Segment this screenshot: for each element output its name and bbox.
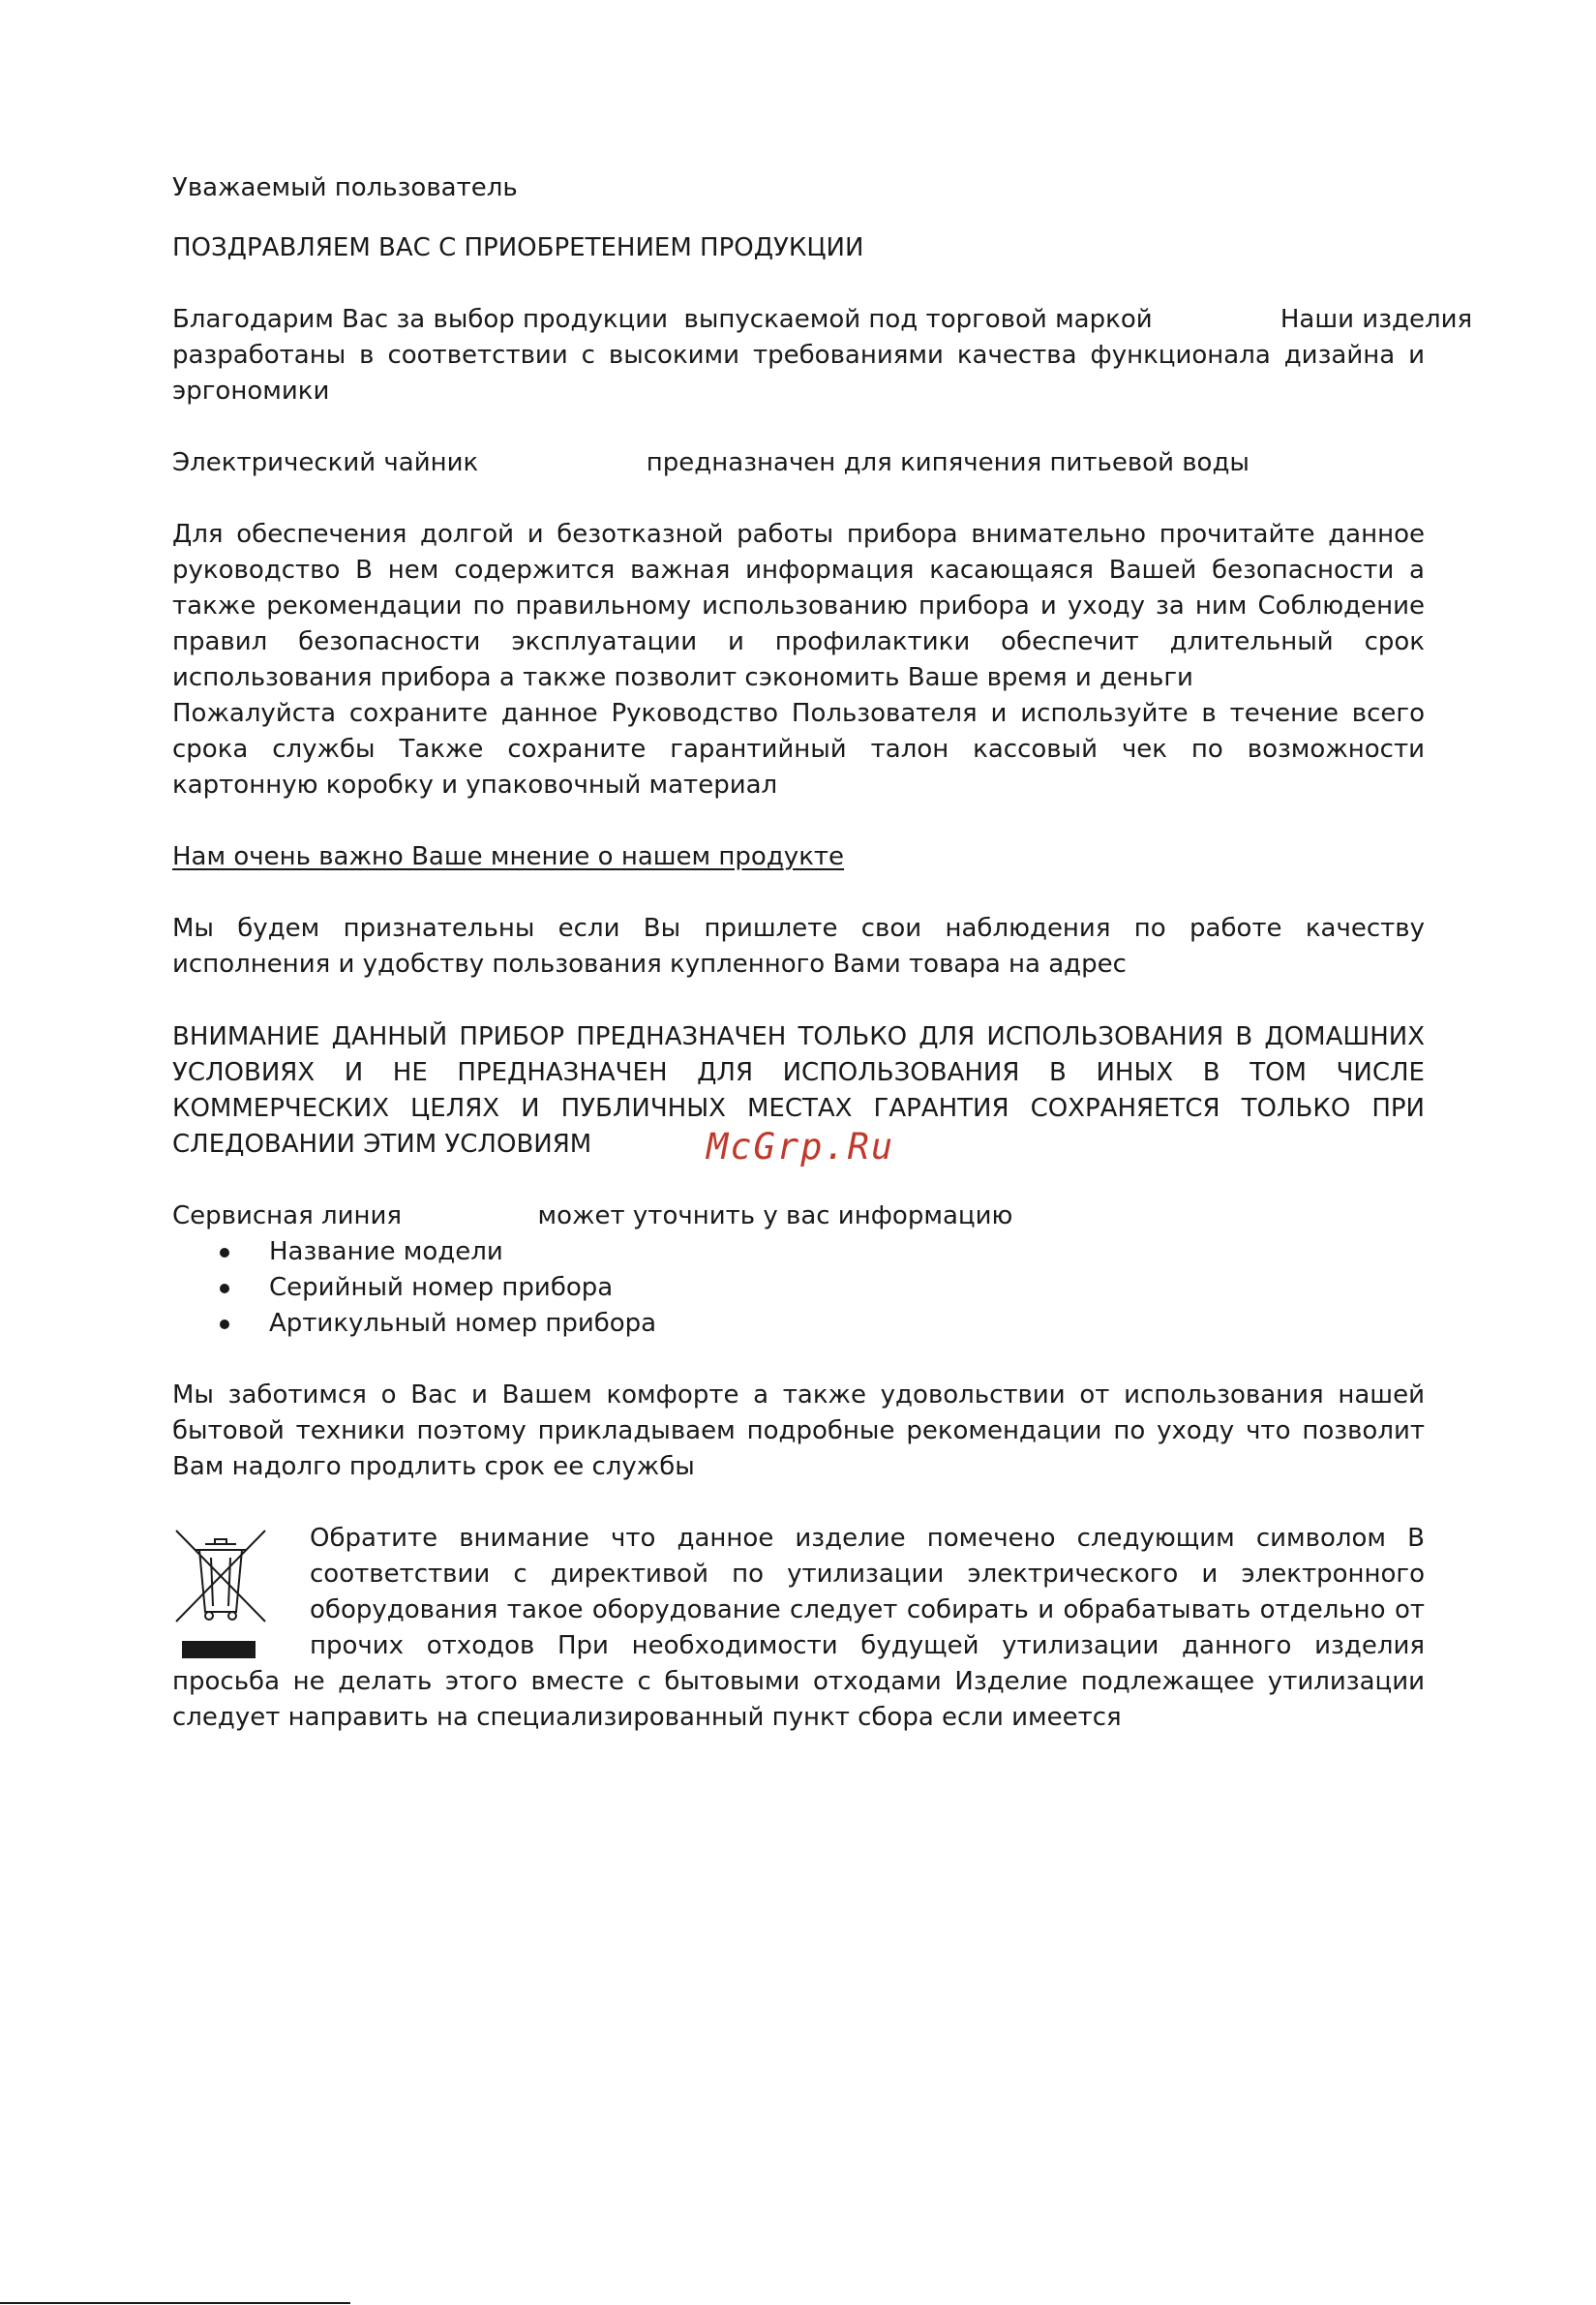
intro-line1: Благодарим Вас за выбор продукции выпускаемой под торговой маркой Наши изделия [172,305,1473,334]
service-line: Сервисная линия может уточнить у вас информацию [172,1201,1013,1230]
kettle-purpose: Электрический чайник предназначен для кипячения питьевой воды [172,448,1250,477]
weee-section [172,1521,1425,1736]
document-body [172,170,1473,1736]
watermark-text: McGrp.Ru [707,1126,895,1168]
weee-paragraph: Обратите внимание что данное изделие помечено следующим символом В соответствии с директивой по утилизации электрического и электронного оборудования такое оборудование следует собирать и обрабатывать отдельно от прочих отходов При необходимости будущей утилизации данного изделия просьба не делать этого вместе с бытовыми отходами Изделие подлежащее утилизации следует направить на специализированный пункт сбора если имеется [172,1524,1425,1732]
greeting: Уважаемый пользователь [172,173,518,202]
intro-rest: разработаны в соответствии с высокими требованиями качества функционала дизайна и эргономики [172,341,1425,406]
feedback-paragraph: Мы будем признательны если Вы пришлете свои наблюдения по работе качеству исполнения и удобству пользования купленного Вами товара на адрес [172,914,1425,979]
congrats-heading: ПОЗДРАВЛЯЕМ ВАС С ПРИОБРЕТЕНИЕМ ПРОДУКЦИИ [172,233,864,262]
keep-manual-paragraph: Пожалуйста сохраните данное Руководство Пользователя и используйте в течение всего срока службы Также сохраните гарантийный талон кассовый чек по возможности картонную коробку и упаковочный материал [172,699,1425,800]
list-item: Артикульный номер прибора [172,1306,1425,1342]
opinion-heading: Нам очень важно Ваше мнение о нашем продукте [172,842,845,871]
service-info-list [172,1234,1425,1342]
list-item: Название модели [172,1234,1425,1270]
instructions-paragraph: Для обеспечения долгой и безотказной работы прибора внимательно прочитайте данное руководство В нем содержится важная информация касающаяся Вашей безопасности а также рекомендации по правильному использованию прибора и уходу за ним Соблюдение правил безопасности эксплуатации и профилактики обеспечит длительный срок использования прибора а также позволит сэкономить Ваше время и деньги [172,520,1425,692]
list-item: Серийный номер прибора [172,1270,1425,1306]
care-paragraph: Мы заботимся о Вас и Вашем комфорте а также удовольствии от использования нашей бытовой техники поэтому прикладываем подробные рекомендации по уходу что позволит Вам надолго продлить срок ее службы [172,1380,1425,1481]
warning-paragraph: ВНИМАНИЕ ДАННЫЙ ПРИБОР ПРЕДНАЗНАЧЕН ТОЛЬКО ДЛЯ ИСПОЛЬЗОВАНИЯ В ДОМАШНИХ УСЛОВИЯХ И НЕ ПРЕДНАЗНАЧЕН ДЛЯ ИСПОЛЬЗОВАНИЯ В ИНЫХ В ТОМ ЧИСЛЕ КОММЕРЧЕСКИХ ЦЕЛЯХ И ПУБЛИЧНЫХ МЕСТАХ ГАРАНТИЯ СОХРАНЯЕТСЯ ТОЛЬКО ПРИ СЛЕДОВАНИИ ЭТИМ УСЛОВИЯМ [172,1022,1425,1159]
footer-divider [0,2302,350,2304]
crossed-bin-icon [172,1527,269,1662]
